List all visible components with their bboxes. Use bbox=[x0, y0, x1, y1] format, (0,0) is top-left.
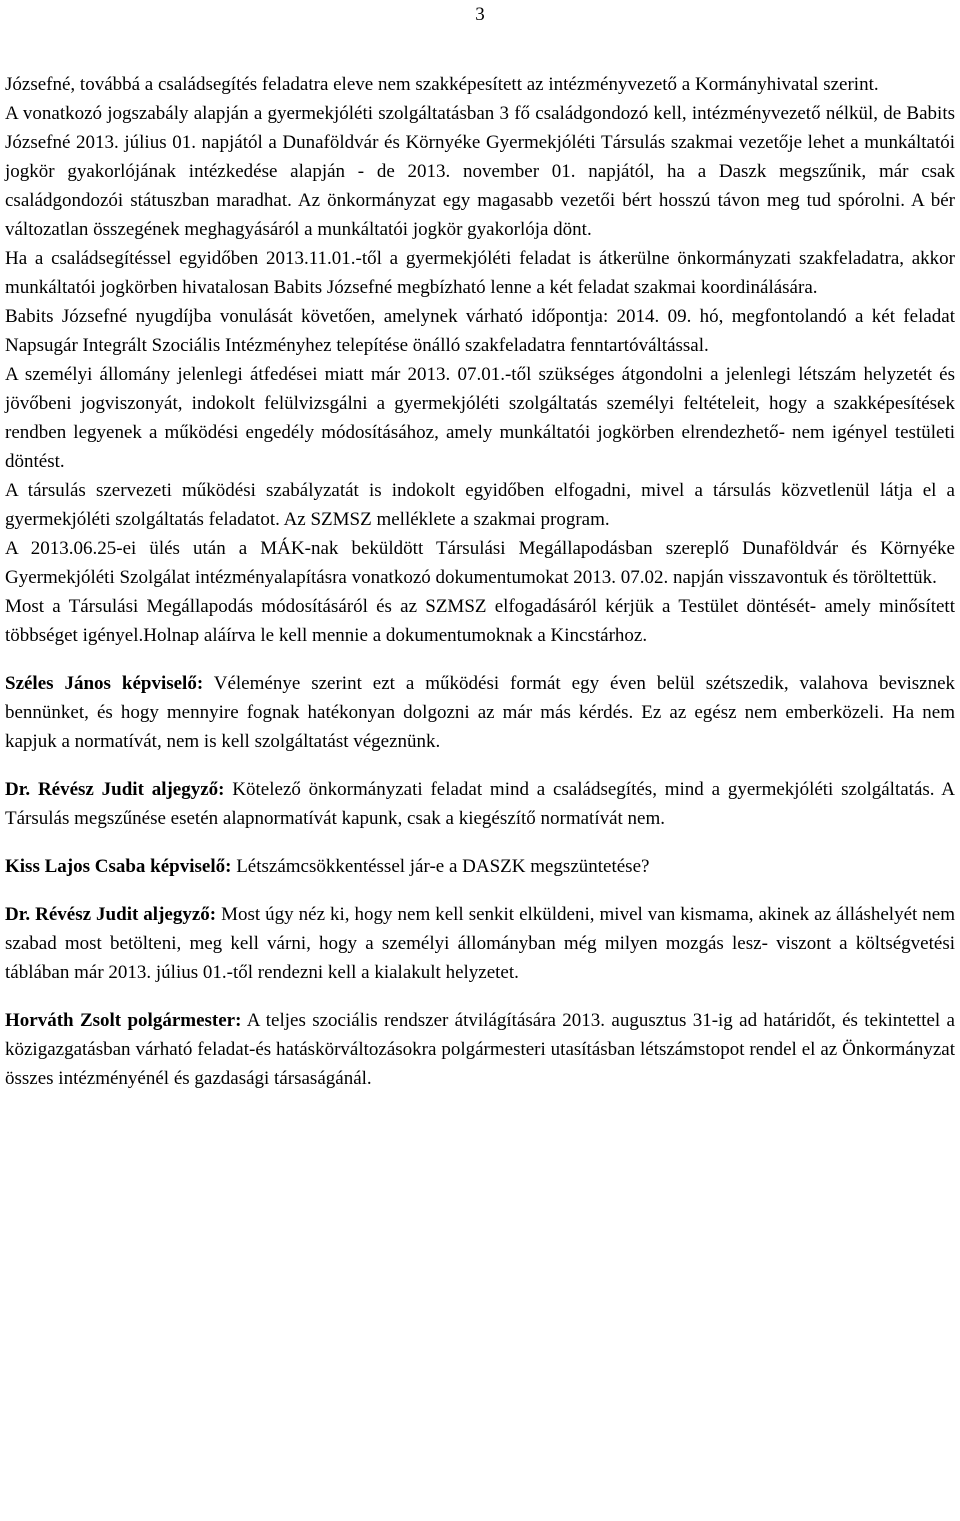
speaker-name: Dr. Révész Judit aljegyző: bbox=[5, 779, 225, 800]
statement-text: Most úgy néz ki, hogy nem kell senkit elküldeni, mivel van kismama, akinek az álláshelyét nem szabad most betölteni, meg kell várni, hogy a személyi állományban még milyen mozgás lesz- viszont a költségvetési táblában már 2013. július 01.-től rendezni kell a kialakult helyzetet. bbox=[5, 904, 955, 983]
statement bbox=[5, 775, 955, 833]
body-paragraph: Józsefné, továbbá a családsegítés feladatra eleve nem szakképesített az intézményvezető a Kormányhivatal szerint. bbox=[5, 74, 879, 95]
statement-text: Létszámcsökkentéssel jár-e a DASZK megszüntetése? bbox=[231, 856, 650, 877]
speaker-name: Kiss Lajos Csaba képviselő: bbox=[5, 856, 232, 877]
speaker-name: Horváth Zsolt polgármester: bbox=[5, 1010, 242, 1031]
body-paragraph: Ha a családsegítéssel egyidőben 2013.11.01.-től a gyermekjóléti feladat is átkerülne önkormányzati szakfeladatra, akkor munkáltatói jogkörben hivatalosan Babits Józsefné megbízható lenne a két feladat szakmai koordinálására. bbox=[5, 248, 955, 298]
statement-text: A teljes szociális rendszer átvilágítására 2013. augusztus 31-ig ad határidőt, és tekintettel a közigazgatásban várható feladat-és hatáskörváltozásokra polgármesteri utasításban létszámstopot rendel el az Önkormányzat összes intézményénél és gazdasági társaságánál. bbox=[5, 1010, 955, 1089]
speaker-name: Széles János képviselő: bbox=[5, 673, 204, 694]
statement-text: Véleménye szerint ezt a működési formát egy éven belül szétszedik, valahova bevisznek bennünket, és hogy mennyire fognak hatékonyan dolgozni az már más kérdés. Ez az egész nem emberközeli. Ha nem kapjuk a normatívát, nem is kell szolgáltatást végeznünk. bbox=[5, 673, 955, 752]
statement-text: Kötelező önkormányzati feladat mind a családsegítés, mind a gyermekjóléti szolgáltatás. A Társulás megszűnése esetén alapnormatívát kapunk, csak a kiegészítő normatívát nem. bbox=[5, 779, 955, 829]
body-paragraph: A vonatkozó jogszabály alapján a gyermekjóléti szolgáltatásban 3 fő családgondozó kell, intézményvezető nélkül, de Babits Józsefné 2013. július 01. napjától a Dunaföldvár és Környéke Gyermekjóléti Társulás szakmai vezetője lehet a munkáltatói jogkör gyakorlójának intézkedése alapján - de 2013. november 01. napjától, ha a Daszk megszűnik, már csak családgondozói státuszban maradhat. Az önkormányzat egy magasabb vezetői bért hosszú távon meg tud spórolni. A bér változatlan összegének meghagyásáról a munkáltatói jogkör gyakorlója dönt. bbox=[5, 103, 955, 240]
body-paragraph: Most a Társulási Megállapodás módosításáról és az SZMSZ elfogadásáról kérjük a Testület döntését- amely minősített többséget igényel.Holnap aláírva le kell mennie a dokumentumoknak a Kincstárhoz. bbox=[5, 596, 955, 646]
statement bbox=[5, 900, 955, 987]
body-paragraph: A 2013.06.25-ei ülés után a MÁK-nak beküldött Társulási Megállapodásban szereplő Dunaföldvár és Környéke Gyermekjóléti Szolgálat intézményalapításra vonatkozó dokumentumokat 2013. 07.02. napján visszavontuk és töröltettük. bbox=[5, 538, 955, 588]
statement bbox=[5, 852, 955, 881]
statement bbox=[5, 669, 955, 756]
page-number: 3 bbox=[475, 4, 485, 25]
body-paragraph: A személyi állomány jelenlegi átfedései miatt már 2013. 07.01.-től szükséges átgondolni a jelenlegi létszám helyzetét és jövőbeni jogviszonyát, indokolt felülvizsgálni a gyermekjóléti szolgáltatás személyi feltételeit, hogy a szakképesítések rendben legyenek a működési engedély módosításához, amely munkáltatói jogkörben elrendezhető- nem igényel testületi döntést. bbox=[5, 364, 955, 472]
statement bbox=[5, 1006, 955, 1093]
document-body bbox=[5, 70, 955, 1093]
body-paragraph: A társulás szervezeti működési szabályzatát is indokolt egyidőben elfogadni, mivel a társulás közvetlenül látja el a gyermekjóléti szolgáltatás feladatot. Az SZMSZ melléklete a szakmai program. bbox=[5, 480, 955, 530]
body-paragraph: Babits Józsefné nyugdíjba vonulását követően, amelynek várható időpontja: 2014. 09. hó, megfontolandó a két feladat Napsugár Integrált Szociális Intézményhez telepítése önálló szakfeladatra fenntartóváltással. bbox=[5, 306, 955, 356]
speaker-name: Dr. Révész Judit aljegyző: bbox=[5, 904, 217, 925]
